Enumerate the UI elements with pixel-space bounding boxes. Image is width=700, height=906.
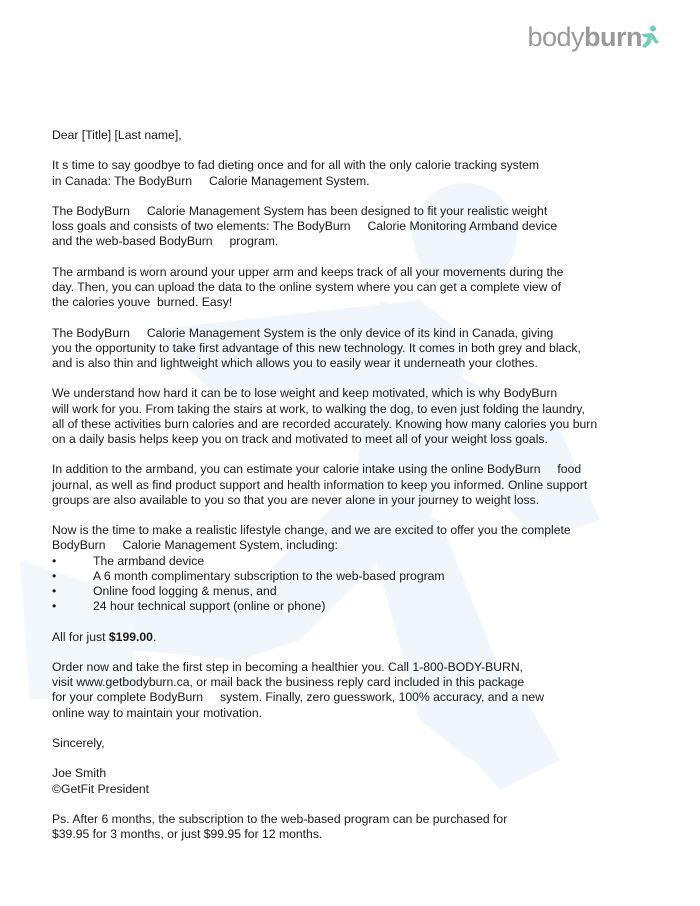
salutation: Dear [Title] [Last name],: [52, 128, 182, 142]
closing: Sincerely,: [52, 735, 105, 750]
paragraph-order: Order now and take the first step in becoming a healthier you. Call 1-800-BODY-BURN, visit www.getbodyburn.ca, or mail back the business reply card included in this package for your complete BodyBurn system. Finally, zero guesswork, 100% accuracy, and a new online way to maintain your motivation.: [52, 659, 545, 720]
signer-title: ©GetFit President: [52, 781, 150, 796]
letter-body: [52, 128, 642, 858]
paragraph-motivation: We understand how hard it can be to lose weight and keep motivated, which is why BodyBurn will work for you. From taking the stairs at work, to walking the dog, to even just folding the laundry, all of these activities burn calories and are recorded accurately. Knowing how many calories you burn on a daily basis helps keep you on track and motivated to meet all of your weight loss goals.: [52, 386, 598, 446]
offer-list: [52, 554, 642, 615]
price-value: $199.00: [108, 629, 153, 644]
paragraph-offer: Now is the time to make a realistic lifestyle change, and we are excited to offer you the complete BodyBurn Calorie Management System, including:: [52, 523, 571, 553]
paragraph-unique: The BodyBurn Calorie Management System is the only device of its kind in Canada, giving you the opportunity to take first advantage of this new technology. It comes in both grey and black, and is also thin and lightweight which allows you to easily wear it underneath your clothes.: [52, 325, 581, 370]
runner-logo-icon: [638, 25, 660, 49]
list-item-text: Online food logging & menus, and: [93, 583, 277, 598]
list-item: [52, 569, 642, 584]
price-line: [52, 630, 642, 645]
price-suffix: .: [152, 629, 157, 644]
logo-text-body: body: [527, 22, 584, 52]
bullet-icon: •: [52, 553, 57, 568]
postscript: Ps. After 6 months, the subscription to the web-based program can be purchased for $39.95 for 3 months, or just $99.95 for 12 months.: [52, 811, 508, 842]
list-item-text: A 6 month complimentary subscription to the web-based program: [93, 568, 445, 583]
bullet-icon: •: [52, 568, 57, 583]
bullet-icon: •: [52, 599, 57, 614]
logo-text-burn: burn: [584, 22, 642, 52]
list-item-text: The armband device: [93, 553, 205, 568]
list-item: [52, 599, 642, 614]
paragraph-system: The BodyBurn Calorie Management System has been designed to fit your realistic weight loss goals and consists of two elements: The BodyBurn Calorie Monitoring Armband device and the web-based BodyBurn program.: [52, 203, 558, 249]
list-item: [52, 584, 642, 599]
signature-block: [52, 766, 642, 796]
bullet-icon: •: [52, 583, 57, 598]
price-prefix: All for just: [52, 629, 109, 644]
paragraph-journal: In addition to the armband, you can estimate your calorie intake using the online BodyBurn food journal, as well as find product support and health information to keep you informed. Online support groups are also available to you so that you are never alone in your journey to weight loss.: [52, 462, 588, 507]
bodyburn-logo: [527, 24, 660, 51]
signer-name: Joe Smith: [52, 766, 107, 781]
list-item: [52, 554, 642, 569]
paragraph-armband: The armband is worn around your upper arm and keeps track of all your movements during the day. Then, you can upload the data to the online system where you can get a complete view of the calories youve burned. Easy!: [52, 264, 564, 310]
paragraph-intro: It s time to say goodbye to fad dieting once and for all with the only calorie tracking system in Canada: The BodyBurn Calorie Management System.: [52, 158, 540, 188]
list-item-text: 24 hour technical support (online or phone): [93, 599, 326, 614]
